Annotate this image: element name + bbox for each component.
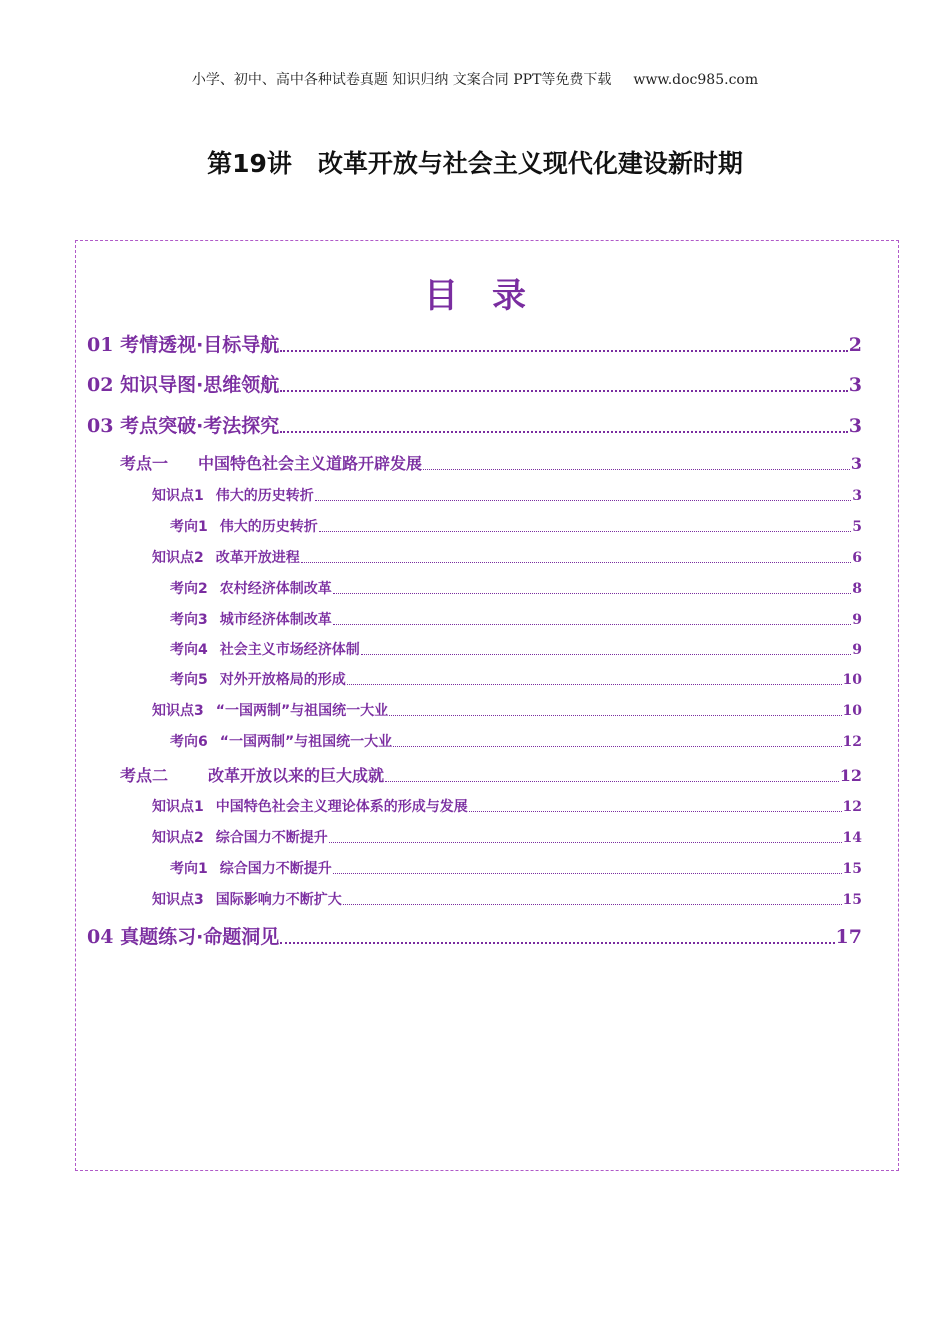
toc-prefix: 知识点2	[152, 830, 204, 846]
toc-entry-zhishidian[interactable]	[152, 700, 862, 720]
toc-label: “一国两制”与祖国统一大业	[219, 734, 393, 750]
toc-prefix: 知识点3	[152, 703, 204, 719]
toc-label: “一国两制”与祖国统一大业	[215, 703, 389, 719]
toc-entry-04[interactable]	[87, 922, 862, 949]
toc-prefix: 考点一	[120, 454, 169, 473]
toc-label: 中国特色社会主义道路开辟发展	[198, 454, 423, 473]
toc-prefix: 知识点2	[152, 550, 204, 566]
toc-label: 综合国力不断提升	[219, 861, 332, 877]
toc-page: 3	[850, 454, 862, 473]
toc-entry-02[interactable]	[87, 370, 862, 397]
toc-label: 伟大的历史转折	[215, 488, 314, 504]
toc-page: 2	[848, 334, 862, 356]
toc-entry-zhishidian[interactable]	[152, 796, 862, 816]
toc-page: 5	[852, 519, 862, 535]
toc-page: 10	[842, 672, 862, 688]
toc-page: 8	[852, 581, 862, 597]
toc-label: 社会主义市场经济体制	[219, 642, 360, 658]
toc-entry-kaoxiang[interactable]	[170, 639, 862, 659]
toc-page: 3	[848, 374, 862, 396]
toc-entry-03[interactable]	[87, 411, 862, 438]
toc-page: 17	[835, 926, 862, 948]
toc-prefix: 考向3	[170, 612, 208, 628]
toc-label: 知识导图·思维领航	[120, 374, 280, 396]
dot-leader	[329, 842, 842, 843]
dot-leader	[319, 531, 852, 532]
toc-heading: 目录	[424, 276, 560, 316]
toc-page: 15	[842, 892, 862, 908]
toc-label: 对外开放格局的形成	[219, 672, 346, 688]
toc-label: 城市经济体制改革	[219, 612, 332, 628]
dot-leader	[280, 390, 847, 392]
page-header	[0, 69, 950, 89]
toc-page: 12	[842, 799, 862, 815]
toc-page: 10	[842, 703, 862, 719]
toc-prefix: 考向5	[170, 672, 208, 688]
toc-entry-kaodian-2[interactable]	[120, 763, 862, 786]
toc-entry-zhishidian[interactable]	[152, 827, 862, 847]
dot-leader	[280, 431, 847, 433]
toc-prefix: 考向4	[170, 642, 208, 658]
toc-entry-kaoxiang[interactable]	[170, 669, 862, 689]
toc-prefix: 知识点1	[152, 488, 204, 504]
toc-label: 考点突破·考法探究	[120, 415, 280, 437]
toc-label: 综合国力不断提升	[215, 830, 328, 846]
lecture-number: 第19讲	[207, 149, 292, 178]
dot-leader	[385, 781, 839, 782]
dot-leader	[280, 942, 834, 944]
toc-page: 3	[852, 488, 862, 504]
toc-entry-kaoxiang[interactable]	[170, 858, 862, 878]
page-title	[0, 144, 950, 180]
dot-leader	[361, 654, 852, 655]
toc-entry-01[interactable]	[87, 330, 862, 357]
dot-leader	[469, 811, 842, 812]
toc-entry-kaodian-1[interactable]	[120, 451, 862, 474]
toc-page: 12	[839, 766, 862, 785]
toc-prefix: 知识点1	[152, 799, 204, 815]
toc-prefix: 考向6	[170, 734, 208, 750]
toc-prefix: 考向1	[170, 861, 208, 877]
dot-leader	[393, 746, 841, 747]
toc-page: 9	[852, 612, 862, 628]
toc-entry-kaoxiang[interactable]	[170, 578, 862, 598]
toc-prefix: 02	[87, 374, 114, 396]
dot-leader	[333, 624, 852, 625]
lecture-topic: 改革开放与社会主义现代化建设新时期	[317, 149, 743, 178]
dot-leader	[389, 715, 841, 716]
toc-prefix: 01	[87, 334, 114, 356]
toc-label: 改革开放以来的巨大成就	[208, 766, 385, 785]
dot-leader	[301, 562, 852, 563]
toc-prefix: 考向1	[170, 519, 208, 535]
toc-label: 农村经济体制改革	[219, 581, 332, 597]
toc-prefix: 知识点3	[152, 892, 204, 908]
toc-label: 中国特色社会主义理论体系的形成与发展	[215, 799, 468, 815]
toc-entry-kaoxiang[interactable]	[170, 731, 862, 751]
dot-leader	[315, 500, 852, 501]
toc-page: 3	[848, 415, 862, 437]
toc-entry-zhishidian[interactable]	[152, 547, 862, 567]
dot-leader	[280, 350, 847, 352]
header-text: 小学、初中、高中各种试卷真题 知识归纳 文案合同 PPT等免费下载	[191, 72, 612, 88]
toc-prefix: 04	[87, 926, 114, 948]
dot-leader	[333, 873, 842, 874]
toc-prefix: 考向2	[170, 581, 208, 597]
dot-leader	[333, 593, 852, 594]
toc-entry-kaoxiang[interactable]	[170, 516, 862, 536]
toc-page: 6	[852, 550, 862, 566]
toc-entry-kaoxiang[interactable]	[170, 609, 862, 629]
toc-label: 改革开放进程	[215, 550, 300, 566]
toc-label: 真题练习·命题洞见	[120, 926, 280, 948]
dot-leader	[423, 469, 850, 470]
dot-leader	[343, 904, 842, 905]
toc-page: 15	[842, 861, 862, 877]
toc-page: 14	[842, 830, 862, 846]
toc-prefix: 03	[87, 415, 114, 437]
toc-page: 12	[842, 734, 862, 750]
toc-prefix: 考点二	[120, 766, 169, 785]
toc-label: 考情透视·目标导航	[120, 334, 280, 356]
toc-entry-zhishidian[interactable]	[152, 485, 862, 505]
toc-label: 伟大的历史转折	[219, 519, 318, 535]
toc-entry-zhishidian[interactable]	[152, 889, 862, 909]
header-site: www.doc985.com	[633, 72, 759, 88]
toc-label: 国际影响力不断扩大	[215, 892, 342, 908]
dot-leader	[347, 684, 842, 685]
toc-page: 9	[852, 642, 862, 658]
